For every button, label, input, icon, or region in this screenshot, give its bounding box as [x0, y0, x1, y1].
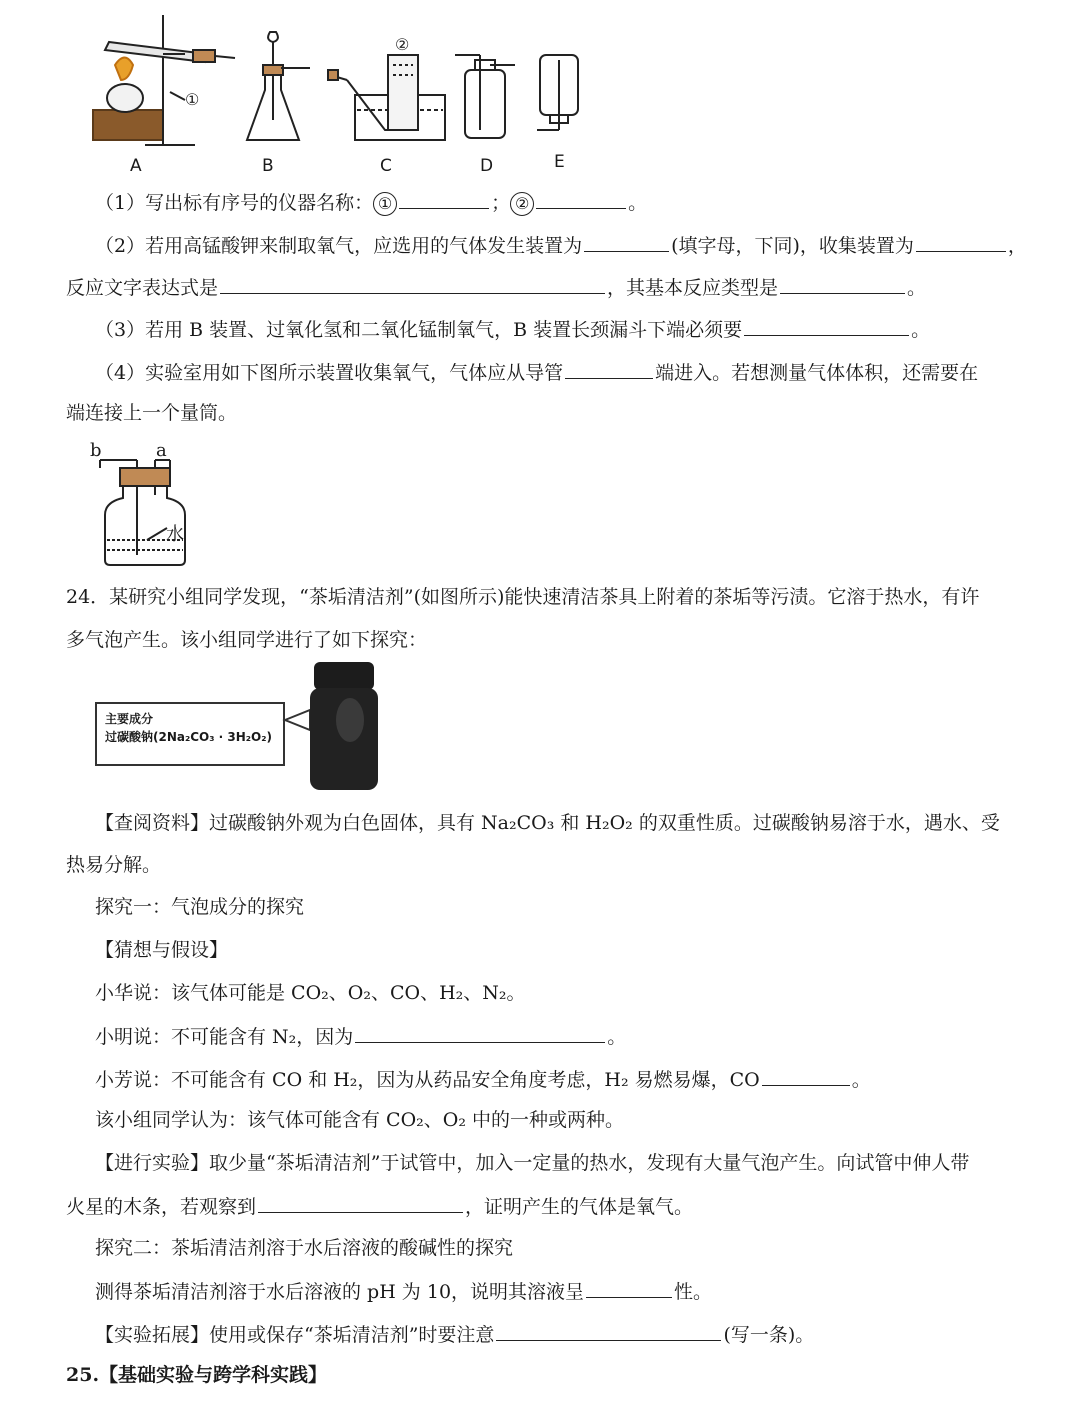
- answer-blank[interactable]: [258, 1192, 463, 1213]
- label-e: E: [554, 152, 565, 172]
- q24-experiment-line1: 【进行实验】取少量“茶垢清洁剂”于试管中，加入一定量的热水，发现有大量气泡产生。向试管中伸人带: [95, 1152, 970, 1174]
- tube-a-label: a: [156, 440, 167, 461]
- tube-b-label: b: [90, 440, 102, 461]
- apparatus-d: [455, 55, 515, 138]
- label-b: B: [262, 156, 274, 176]
- svg-text:②: ②: [395, 35, 410, 54]
- q23-p4-line2: 端连接上一个量筒。: [66, 402, 238, 424]
- label-a: A: [130, 156, 142, 176]
- q24-experiment-line2: 火星的木条，若观察到 ，证明产生的气体是氧气。: [66, 1192, 693, 1220]
- q24-exp2-title: 探究二：茶垢清洁剂溶于水后溶液的酸碱性的探究: [95, 1237, 514, 1259]
- answer-blank[interactable]: [565, 358, 653, 379]
- cleaner-jar-image: [282, 660, 382, 792]
- answer-blank[interactable]: [586, 1277, 672, 1298]
- q24-group-opinion: 该小组同学认为：该气体可能含有 CO₂、O₂ 中的一种或两种。: [95, 1109, 625, 1131]
- label-d: D: [480, 156, 494, 176]
- q24-xiaoming: 小明说：不可能含有 N₂，因为 。: [95, 1022, 626, 1050]
- apparatus-b: [247, 32, 310, 140]
- label-box-formula: 过碳酸钠(2Na₂CO₃ · 3H₂O₂): [105, 730, 272, 744]
- marker-two: ②: [510, 192, 534, 216]
- apparatus-e: [537, 55, 578, 130]
- q23-p2-line2: 反应文字表达式是 ，其基本反应类型是 。: [66, 273, 926, 301]
- answer-blank[interactable]: [496, 1320, 721, 1341]
- apparatus-a: [93, 15, 235, 145]
- answer-blank[interactable]: [584, 231, 669, 252]
- answer-blank[interactable]: [744, 315, 909, 336]
- q24-ph: 测得茶垢清洁剂溶于水后溶液的 pH 为 10，说明其溶液呈 性。: [95, 1277, 712, 1305]
- answer-blank[interactable]: [355, 1022, 605, 1043]
- q24-reference-line1: 【查阅资料】过碳酸钠外观为白色固体，具有 Na₂CO₃ 和 H₂O₂ 的双重性质。过碳酸钠易溶于水，遇水、受: [95, 812, 1000, 834]
- q24-xiaohua: 小华说：该气体可能是 CO₂、O₂、CO、H₂、N₂。: [95, 982, 526, 1004]
- q25-title: 25.【基础实验与跨学科实践】: [66, 1364, 328, 1386]
- q23-p4-line1: （4）实验室用如下图所示装置收集氧气，气体应从导管 端进入。若想测量气体体积，还需要在: [95, 358, 978, 386]
- apparatus-figure: [85, 10, 605, 180]
- answer-blank[interactable]: [220, 273, 605, 294]
- q24-reference-line2: 热易分解。: [66, 854, 162, 876]
- answer-blank[interactable]: [916, 231, 1006, 252]
- ingredient-label-box: [95, 702, 285, 766]
- q24-exp1-title: 探究一：气泡成分的探究: [95, 896, 305, 918]
- q24-intro-line2: 多气泡产生。该小组同学进行了如下探究：: [66, 629, 428, 651]
- q23-p1: （1）写出标有序号的仪器名称： ① ； ② 。: [95, 188, 647, 216]
- q24-xiaofang: 小芳说：不可能含有 CO 和 H₂，因为从药品安全角度考虑，H₂ 易燃易爆，CO 。: [95, 1065, 871, 1093]
- answer-blank[interactable]: [762, 1065, 850, 1086]
- water-label: 水: [166, 524, 184, 545]
- q23-p3: （3）若用 B 装置、过氧化氢和二氧化锰制氧气，B 装置长颈漏斗下端必须要 。: [95, 315, 930, 343]
- marker-one: ①: [373, 192, 397, 216]
- label-c: C: [380, 156, 392, 176]
- answer-blank[interactable]: [780, 273, 905, 294]
- q24-guess-title: 【猜想与假设】: [95, 939, 229, 961]
- answer-blank[interactable]: [536, 188, 626, 209]
- marker-one-label: ①: [185, 90, 200, 109]
- label-box-title: 主要成分: [105, 712, 154, 726]
- q23-p1-text: （1）写出标有序号的仪器名称：: [95, 192, 374, 214]
- q24-intro-line1: 24．某研究小组同学发现，“茶垢清洁剂”(如图所示)能快速清洁茶具上附着的茶垢等污渍。它溶于热水，有许: [66, 586, 980, 608]
- apparatus-c: [328, 55, 445, 140]
- gas-bottle-figure: [85, 440, 205, 570]
- answer-blank[interactable]: [399, 188, 489, 209]
- q24-extension: 【实验拓展】使用或保存“茶垢清洁剂”时要注意 (写一条)。: [95, 1320, 814, 1348]
- q23-p2-line1: （2）若用高锰酸钾来制取氧气，应选用的气体发生装置为 (填字母，下同)，收集装置为 ，: [95, 231, 1027, 259]
